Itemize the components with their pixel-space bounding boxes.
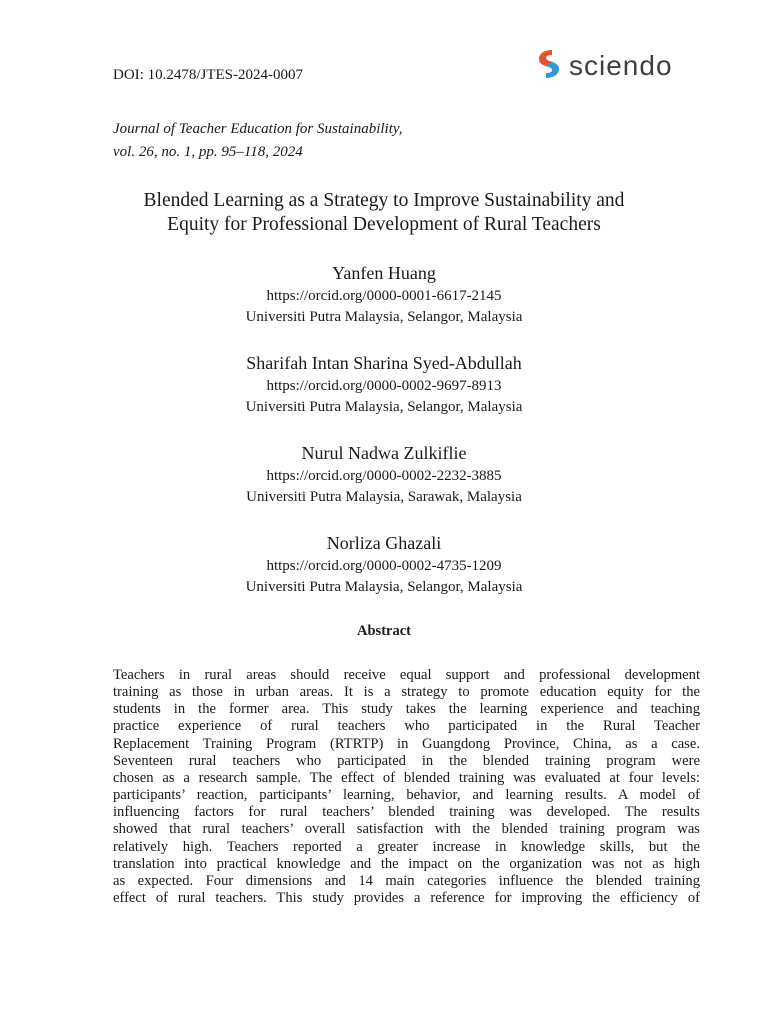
- abstract-line: chosen as a research sample. The effect of blended training was evaluated at four levels:: [113, 769, 700, 786]
- logo-wordmark: sciendo: [569, 50, 673, 81]
- abstract-line: influencing factors for rural teachers’ blended training was developed. The results: [113, 804, 700, 821]
- author-name: Sharifah Intan Sharina Syed-Abdullah: [246, 353, 522, 373]
- author-orcid-link[interactable]: https://orcid.org/0000-0002-2232-3885: [266, 468, 502, 484]
- journal-issue: vol. 26, no. 1, pp. 95–118, 2024: [113, 144, 303, 160]
- author-affiliation: Universiti Putra Malaysia, Selangor, Malaysia: [245, 579, 523, 595]
- abstract-body: [113, 667, 700, 907]
- sciendo-logo-icon: [537, 49, 561, 84]
- author-block: [0, 351, 768, 441]
- abstract-line: students in the former area. This study takes the learning experience and teaching: [113, 701, 700, 718]
- abstract-line: translation into practical knowledge and the impact on the organization was not as high: [113, 855, 700, 872]
- author-orcid-link[interactable]: https://orcid.org/0000-0002-4735-1209: [266, 558, 502, 574]
- doi-label: DOI: 10.2478/JTES-2024-0007: [113, 67, 303, 83]
- abstract-line: Teachers in rural areas should receive equal support and professional development: [113, 667, 700, 683]
- author-block: [0, 261, 768, 351]
- abstract-line: participants’ reaction, participants’ learning, behavior, and learning results. A model of: [113, 787, 700, 804]
- abstract-line: effect of rural teachers. This study provides a reference for improving the efficiency of: [113, 890, 700, 907]
- abstract-line: showed that rural teachers’ overall satisfaction with the blended training program was: [113, 821, 700, 838]
- author-block: [0, 441, 768, 531]
- abstract-line: Replacement Training Program (RTRTP) in Guangdong Province, China, as a case.: [113, 735, 700, 752]
- journal-name: Journal of Teacher Education for Sustainability,: [113, 121, 403, 137]
- author-name: Norliza Ghazali: [326, 533, 442, 553]
- author-name: Yanfen Huang: [332, 263, 436, 283]
- author-affiliation: Universiti Putra Malaysia, Sarawak, Malaysia: [246, 489, 522, 505]
- author-orcid-link[interactable]: https://orcid.org/0000-0001-6617-2145: [266, 288, 502, 304]
- article-title-line: Blended Learning as a Strategy to Improve Sustainability and: [143, 190, 625, 211]
- author-name: Nurul Nadwa Zulkiflie: [301, 443, 467, 463]
- sciendo-logo: [537, 50, 673, 82]
- abstract-line: relatively high. Teachers reported a greater increase in knowledge skills, but the: [113, 838, 700, 855]
- article-title-line: Equity for Professional Development of Rural Teachers: [167, 214, 601, 235]
- author-affiliation: Universiti Putra Malaysia, Selangor, Malaysia: [245, 399, 523, 415]
- abstract-line: Seventeen rural teachers who participated in the blended training program were: [113, 752, 700, 769]
- abstract-line: training as those in urban areas. It is a strategy to promote education equity for the: [113, 684, 700, 701]
- journal-citation: [113, 118, 402, 164]
- abstract-line: practice experience of rural teachers who participated in the Rural Teacher: [113, 718, 700, 735]
- article-title: [0, 189, 768, 237]
- author-block: [0, 531, 768, 621]
- author-list: [0, 261, 768, 621]
- author-orcid-link[interactable]: https://orcid.org/0000-0002-9697-8913: [266, 378, 502, 394]
- abstract-heading: Abstract: [357, 623, 411, 639]
- author-affiliation: Universiti Putra Malaysia, Selangor, Malaysia: [245, 309, 523, 325]
- abstract-line: as expected. Four dimensions and 14 main categories influence the blended training: [113, 872, 700, 889]
